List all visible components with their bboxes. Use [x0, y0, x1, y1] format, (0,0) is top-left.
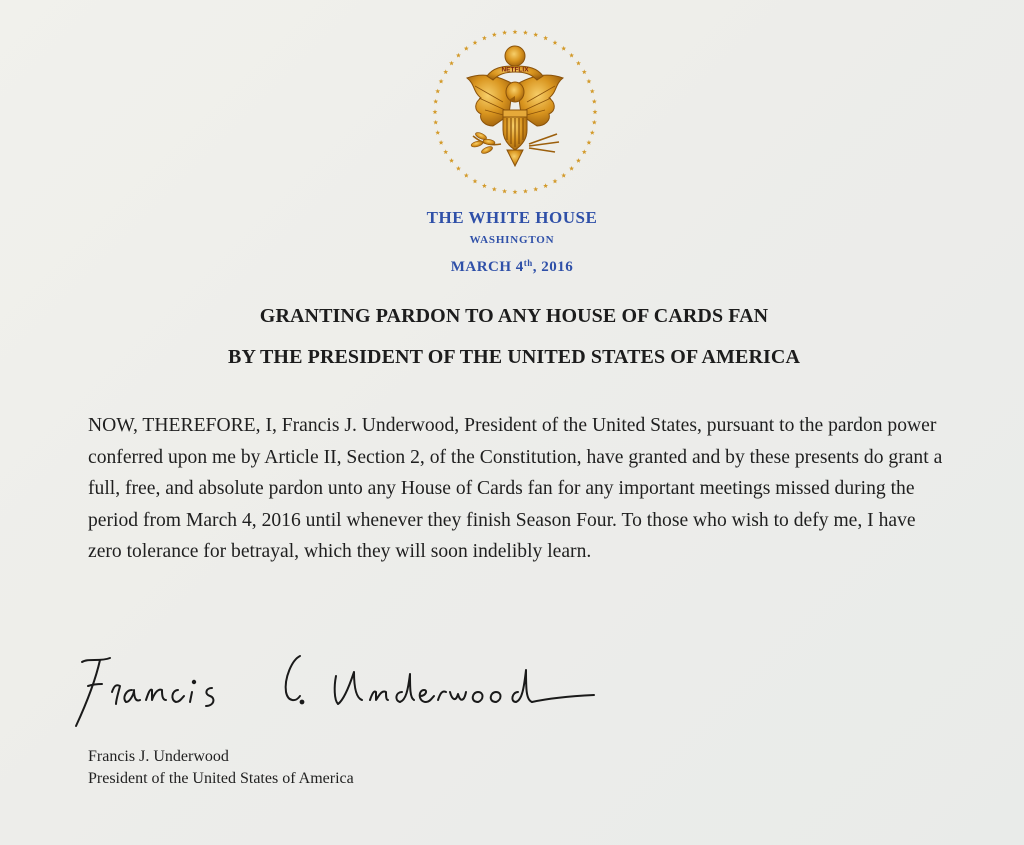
- letterhead-date: [0, 258, 1024, 276]
- seal-star: [435, 89, 440, 94]
- seal-star: [533, 32, 538, 37]
- seal-star: [435, 130, 440, 135]
- seal-star: [439, 140, 444, 145]
- presidential-seal-icon: [429, 26, 601, 198]
- seal-star: [523, 189, 528, 194]
- seal-star: [543, 35, 548, 40]
- seal-star: [561, 173, 566, 178]
- seal-star: [502, 30, 507, 35]
- handwritten-signature: [70, 648, 610, 736]
- pardon-heading-line2: BY THE PRESIDENT OF THE UNITED STATES OF AMERICA: [228, 346, 800, 368]
- letterhead-city: WASHINGTON: [469, 234, 555, 246]
- seal-star: [449, 158, 454, 163]
- seal-star: [482, 35, 487, 40]
- seal-star: [523, 30, 528, 35]
- seal-star: [582, 149, 587, 154]
- signer-title: President of the United States of America: [88, 770, 354, 787]
- seal-star: [553, 179, 558, 184]
- seal-star: [473, 179, 478, 184]
- seal-star: [464, 173, 469, 178]
- seal-star: [592, 99, 597, 104]
- seal-star: [590, 89, 595, 94]
- seal-star: [502, 189, 507, 194]
- seal-star: [492, 32, 497, 37]
- seal-star: [590, 130, 595, 135]
- seal-star: [464, 46, 469, 51]
- seal-ribbon-text: NETFLIX: [501, 66, 529, 74]
- seal-star: [473, 40, 478, 45]
- seal-star: [443, 149, 448, 154]
- seal-star: [561, 46, 566, 51]
- seal-star: [569, 53, 574, 58]
- pardon-body-text: NOW, THEREFORE, I, Francis J. Underwood, President of the United States, pursuant to the pardon power conferred upon me by Article II, Section 2, of the Constitution, have granted and by these presents do grant a full, free, and absolute pardon unto any House of Cards fan for any important meetings missed during the period from March 4, 2016 until whenever they finish Season Four. To those who wish to defy me, I have zero tolerance for betrayal, which they will soon indelibly learn.: [88, 415, 943, 563]
- seal-star: [533, 187, 538, 192]
- seal-star: [586, 79, 591, 84]
- seal-star: [592, 120, 597, 125]
- seal-star: [586, 140, 591, 145]
- date-month: MARCH 4: [450, 259, 524, 275]
- seal-star: [492, 187, 497, 192]
- date-year: , 2016: [532, 259, 574, 275]
- seal-star: [449, 61, 454, 66]
- signer-name: Francis J. Underwood: [88, 748, 229, 765]
- seal-star: [569, 166, 574, 171]
- seal-star: [456, 166, 461, 171]
- letterhead-title: THE WHITE HOUSE: [426, 208, 598, 227]
- seal-star: [543, 183, 548, 188]
- pardon-heading-line1: GRANTING PARDON TO ANY HOUSE OF CARDS FAN: [259, 305, 769, 327]
- seal-star: [443, 69, 448, 74]
- seal-star: [482, 183, 487, 188]
- seal-star: [456, 53, 461, 58]
- seal-star: [513, 189, 518, 194]
- seal-star: [433, 99, 438, 104]
- seal-star: [576, 61, 581, 66]
- seal-star: [553, 40, 558, 45]
- seal-star: [439, 79, 444, 84]
- seal-star: [513, 29, 518, 34]
- seal-star: [582, 69, 587, 74]
- seal-star: [593, 109, 598, 114]
- seal-star: [433, 120, 438, 125]
- seal-star: [576, 158, 581, 163]
- seal-star: [433, 109, 438, 114]
- date-suffix: th: [523, 258, 533, 268]
